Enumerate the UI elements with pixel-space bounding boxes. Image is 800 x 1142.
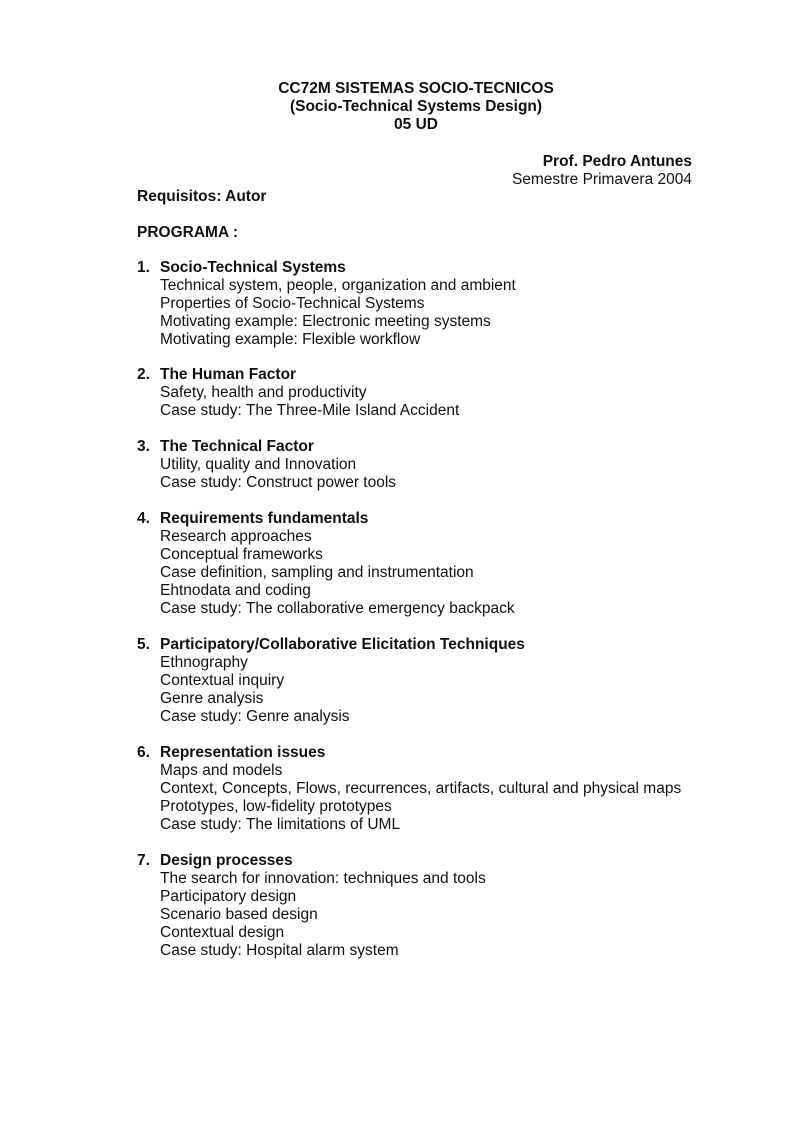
module-title	[137, 366, 459, 384]
module-5	[137, 636, 525, 726]
topic: Conceptual frameworks	[160, 546, 323, 563]
topic: Safety, health and productivity	[160, 384, 367, 401]
topic: Case study: Hospital alarm system	[160, 942, 399, 959]
module-4	[137, 510, 515, 618]
module-title	[137, 510, 515, 528]
requirements: Requisitos: Autor	[137, 188, 267, 205]
topic: Context, Concepts, Flows, recurrences, artifacts, cultural and physical maps	[160, 780, 682, 797]
topic: Scenario based design	[160, 906, 318, 923]
course-code-line: CC72M SISTEMAS SOCIO-TECNICOS	[278, 80, 554, 97]
module-title	[137, 852, 486, 870]
semester: Semestre Primavera 2004	[511, 171, 692, 188]
topic: Ethnography	[160, 654, 248, 671]
program-heading: PROGRAMA :	[137, 224, 239, 241]
module-title	[137, 744, 681, 762]
topic: Maps and models	[160, 762, 283, 779]
topic: Contextual design	[160, 924, 285, 941]
course-subtitle: (Socio-Technical Systems Design)	[289, 98, 543, 115]
topic: Case study: The collaborative emergency backpack	[160, 600, 515, 617]
topic: Case study: The Three-Mile Island Accident	[160, 402, 460, 419]
topic: Case definition, sampling and instrumentation	[160, 564, 474, 581]
module-number: 3.	[137, 438, 150, 455]
module-number: 5.	[137, 636, 150, 653]
course-header	[0, 80, 800, 134]
topic: Motivating example: Electronic meeting systems	[160, 313, 491, 330]
module-number: 4.	[137, 510, 150, 527]
topic: Properties of Socio-Technical Systems	[160, 295, 425, 312]
module-7	[137, 852, 486, 960]
instructor-block	[512, 153, 692, 189]
module-title	[137, 259, 516, 277]
module-3	[137, 438, 396, 492]
topic: Prototypes, low-fidelity prototypes	[160, 798, 392, 815]
module-title-text: Representation issues	[160, 744, 326, 761]
course-units: 05 UD	[394, 116, 438, 133]
topic: Case study: Genre analysis	[160, 708, 350, 725]
module-title-text: Requirements fundamentals	[160, 510, 369, 527]
module-number: 7.	[137, 852, 150, 869]
topic: Contextual inquiry	[160, 672, 285, 689]
topic: Motivating example: Flexible workflow	[160, 331, 421, 348]
module-2	[137, 366, 459, 420]
topic: Case study: The limitations of UML	[160, 816, 401, 833]
module-title-text: Socio-Technical Systems	[160, 259, 346, 276]
topic: Genre analysis	[160, 690, 264, 707]
topic: Ehtnodata and coding	[160, 582, 311, 599]
module-title-text: The Technical Factor	[160, 438, 314, 455]
module-6	[137, 744, 681, 834]
module-title	[137, 636, 525, 654]
module-title-text: Design processes	[160, 852, 293, 869]
topic: Utility, quality and Innovation	[160, 456, 357, 473]
module-1	[137, 259, 516, 349]
module-number: 1.	[137, 259, 150, 276]
topic: Participatory design	[160, 888, 297, 905]
module-number: 2.	[137, 366, 150, 383]
instructor-name: Prof. Pedro Antunes	[542, 153, 692, 170]
topic: Research approaches	[160, 528, 312, 545]
module-title-text: The Human Factor	[160, 366, 297, 383]
module-title-text: Participatory/Collaborative Elicitation Techniques	[160, 636, 525, 653]
topic: Case study: Construct power tools	[160, 474, 397, 491]
module-title	[137, 438, 396, 456]
module-number: 6.	[137, 744, 150, 761]
topic: The search for innovation: techniques and tools	[160, 870, 486, 887]
topic: Technical system, people, organization and ambient	[160, 277, 516, 294]
